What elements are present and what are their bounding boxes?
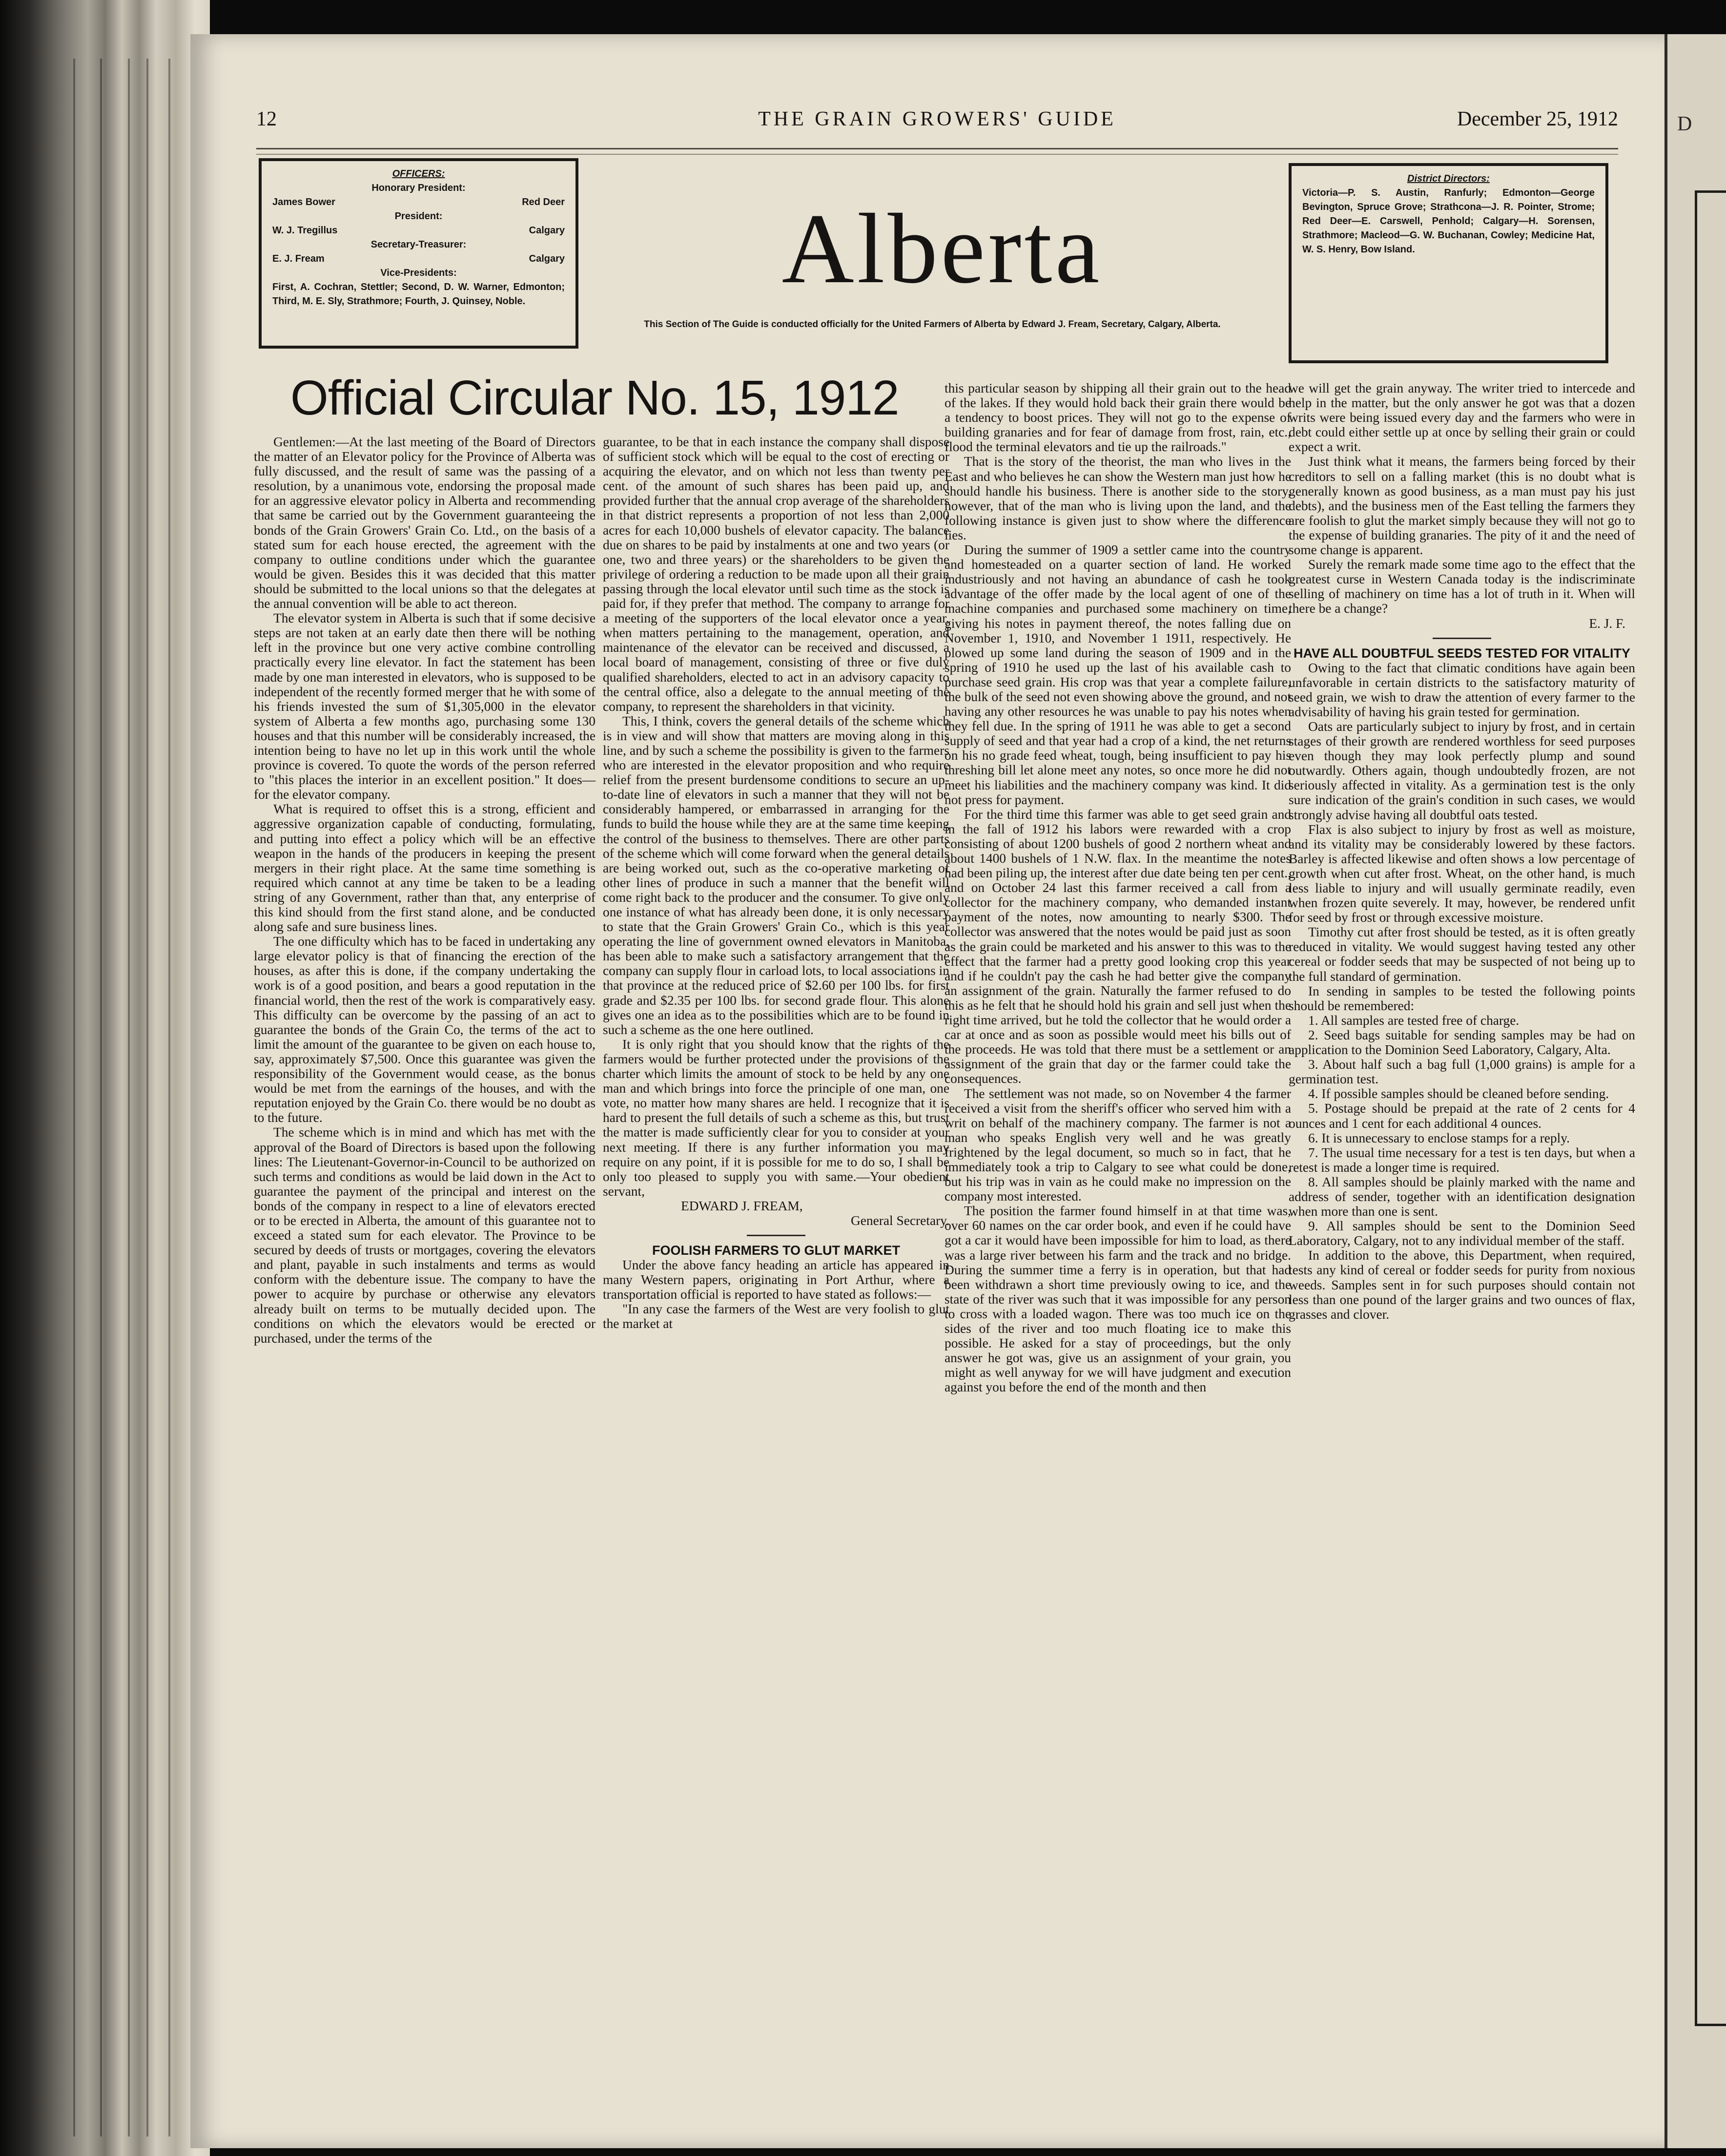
directors-text: Victoria—P. S. Austin, Ranfurly; Edmonton—George Bevington, Spruce Grove; Strathcona—J. R. Pointer, Strome; Red Deer—E. Carswell, Penhold; Calgary—H. Sorensen, Strathmore; Macleod—G. W. Buchanan, Cowley; Medicine Hat, W. S. Henry, Bow Island. (1302, 187, 1595, 255)
column-1 (254, 435, 596, 2036)
section-divider (1433, 638, 1491, 639)
article-paragraph: Flax is also subject to injury by frost as well as moisture, and its vitality may be considerably lowered by these factors. Barley is affected likewise and often shows a low percentage of growth when cut after frost. Wheat, on the other hand, is much less liable to injury and will usually germinate readily, even when frozen quite severely. It may, however, be rendered unfit for seed by frost or through excessive moisture. (1289, 822, 1635, 925)
article-paragraph: This, I think, covers the general details of the scheme which is in view and will show that matters are moving along in this line, and by such a scheme the possibility is given to the farmers who are interested in the elevator proposition and who require relief from the present burdensome conditions to secure an up-to-date line of elevators in such a manner that they will not be considerably hampered, or embarrassed in arranging for the funds to build the house while they are at the same time keeping the control of the business to themselves. There are other parts of the scheme which will come forward when the general details are being worked out, such as the co-operative marketing of other lines of produce in such a manner that the benefit will come right back to the producer and the consumer. To give only one instance of what has already been done, it is only necessary to state that the Grain Growers' Grain Co., which is this year operating the line of government owned elevators in Manitoba, has been able to make such a satisfactory arrangement that the company can supply flour in carload lots, to local associations in that province at the reduced price of $2.60 per 100 lbs. for first grade and $2.35 per 100 lbs. for second grade flour. This alone gives one an idea as to the possibilities which are to be found in such a scheme as the one here outlined. (603, 713, 949, 1037)
article-paragraph: The one difficulty which has to be faced in undertaking any large elevator policy is that of financing the erection of the houses, as after this is done, if the company undertaking the work is of a good position, and bears a good reputation in the financial world, then the rest of the work is comparatively easy. This difficulty can be overcome by the passing of an act to guarantee the bonds of the Grain Co, the terms of the act to limit the amount of the guarantee to be given on each house to, say, approximately $7,500. Once this guarantee was given the responsibility of the Government would cease, as the bonus would be met from the earnings of the houses, and with the reputation enjoyed by the Grain Co. there would be no doubt as to the future. (254, 934, 596, 1125)
column-2 (603, 435, 949, 2085)
officers-box (259, 158, 578, 349)
article-paragraph: That is the story of the theorist, the man who lives in the East and who believes he can show the Western man just how he should handle his business. There is another side to the story, however, that of the man who is living upon the land, and the following instance is given just to show where the difference lies. (945, 454, 1291, 542)
list-item: 1. All samples are tested free of charge. (1308, 1013, 1520, 1028)
article-paragraph: guarantee, to be that in each instance the company shall dispose of sufficient stock which will be equal to the cost of erecting or acquiring the elevator, and on which not less than twenty per cent. of the amount of such shares has been paid up, and provided further that the annual crop average of the shareholders in that district represents a proportion of not less than 2,000 acres for each 10,000 bushels of elevator capacity. The balance due on shares to be paid by instalments at one and two years (or one, two and three years) or the shareholders to be given the privilege of ordering a reduction to be made upon all their grain passing through the local elevator until such time as the stock is paid for, if they prefer that method. The company to arrange for a meeting of the supporters of the local elevator once a year, when matters pertaining to the management, operation, and maintenance of the elevator can be received and discussed, a local board of management, consisting of three or five duly qualified shareholders, elected to act in an advisory capacity to the central office, also a delegate to the annual meeting of the company, to represent the shareholders in that vicinity. (603, 435, 949, 714)
facing-page-box (1695, 190, 1726, 2026)
list-item: 3. About half such a bag full (1,000 grains) is ample for a germination test. (1289, 1057, 1635, 1087)
secretary-label: Secretary-Treasurer: (370, 239, 467, 250)
facing-page-edge (1664, 34, 1726, 2148)
directors-box (1289, 163, 1608, 363)
section-masthead: Alberta (781, 193, 1103, 304)
list-item: 2. Seed bags suitable for sending samples may be had on application to the Dominion Seed Laboratory, Calgary, Alta. (1289, 1027, 1635, 1057)
directors-heading: District Directors: (1407, 173, 1490, 184)
secretary-row (272, 252, 565, 266)
signature-name: EDWARD J. FREAM, (681, 1198, 803, 1213)
hon-president-place: Red Deer (522, 197, 565, 207)
article-paragraph: The scheme which is in mind and which has met with the approval of the Board of Directors is based upon the following lines: The Lieutenant-Governor-in-Council to be authorized on such terms and conditions as would be laid down in the Act to guarantee the payment of the principal and interest on the bonds of the company in respect to a line of elevators erected or to be erected in Alberta, the amount of this guarantee not to exceed a stated sum for each elevator. The Province to be secured by deeds of trusts or mortgages, covering the elevators and plant, payable in such instalments and terms as would conform with the debenture issue. The company to have the power to acquire by purchase or otherwise any elevators already built on terms to be mutually decided upon. The conditions on which the elevators would be erected or purchased, under the terms of the (254, 1125, 596, 1346)
seeds-heading: HAVE ALL DOUBTFUL SEEDS TESTED FOR VITALITY (1293, 645, 1631, 661)
article-paragraph: What is required to offset this is a strong, efficient and aggressive organization capable of conducting, formulating, and putting into effect a policy which will be an effective weapon in the hands of the producers in keeping the present mergers in their right place. At the same time something is required which cannot at any time be taken to be a leading string of any Government, rather than that, any enterprise of this kind should from the first stand alone, and be conducted along safe and sure business lines. (254, 802, 596, 934)
article-paragraph: The settlement was not made, so on November 4 the farmer received a visit from the sheriff's officer who served him with a writ on behalf of the machinery company. The farmer is not a man who speaks English very well and he was greatly frightened by the legal document, so much so in fact, that he immediately took a trip to Calgary to see what could be done, but his trip was in vain as he could make no impression on the company most interested. (945, 1086, 1291, 1204)
vice-presidents-text: First, A. Cochran, Stettler; Second, D. W. Warner, Edmonton; Third, M. E. Sly, Strathmore; Fourth, J. Quinsey, Noble. (272, 282, 565, 307)
article-paragraph: The position the farmer found himself in at that time was, over 60 names on the car order book, and even if he could have got a car it would have been impossible for him to load, as there was a large river between his farm and the track and no bridge. During the summer time a ferry is in operation, but that had been withdrawn a short time previously owing to ice, and the state of the river was such that it was impossible for any person to cross with a loaded wagon. There was too much ice on the sides of the river and too much floating ice to make this possible. He asked for a stay of proceedings, but the only answer he got was, give us an assignment of your grain, you might as well anyway for we will have judgment and execution against you before the end of the month and then (945, 1203, 1291, 1395)
page-number: 12 (256, 108, 277, 130)
newspaper-page (190, 34, 1664, 2148)
header-rule (256, 148, 1618, 149)
article-paragraph: The elevator system in Alberta is such that if some decisive steps are not taken at an early date then there will be nothing left in the province but one very active combine controlling practically every line elevator. In fact the statement has been made by one man interested in elevators, who is supposed to be independent of the recently formed merger that he with some of his friends invested the sum of $1,305,000 in the elevator system of Alberta a few months ago, purchasing some 130 houses and that this number will be considerably increased, the intention being to have no let up in this work until the whole province is covered. To quote the words of the person referred to "this places the interior in an excellent position." It does—for the elevator company. (254, 611, 596, 802)
article-paragraph: Surely the remark made some time ago to the effect that the greatest curse in Western Canada today is the indiscriminate selling of machinery on time has a lot of truth in it. When will there be a change? (1289, 557, 1635, 616)
book-binding (0, 0, 210, 2156)
president-place: Calgary (529, 225, 565, 236)
header-rule-thin (256, 154, 1618, 155)
article-paragraph: It is only right that you should know that the rights of the farmers would be further protected under the provisions of the charter which limits the amount of stock to be held by any one man and which brings into force the principle of one man, one vote, no matter how many shares are held. I recognize that it is hard to present the full details of such a scheme as this, but trust the matter is made sufficiently clear for you to consider at your next meeting. If there is any further information you may require on any point, if it is possible for me to do so, I shall be only too pleased to supply you with same.—Your obedient servant, (603, 1037, 949, 1199)
list-item: 8. All samples should be plainly marked with the name and address of sender, together with an identification designation when more than one is sent. (1289, 1174, 1635, 1219)
article-paragraph: we will get the grain anyway. The writer tried to intercede and help in the matter, but the only answer he got was that a dozen writs were being issued every day and the farmers who were in debt could either settle up at once by selling their grain or could expect a writ. (1289, 381, 1635, 455)
paper-title: THE GRAIN GROWERS' GUIDE (758, 108, 1116, 130)
president-name: W. J. Tregillus (272, 225, 338, 236)
officers-heading: OFFICERS: (392, 168, 445, 179)
list-item: 6. It is unnecessary to enclose stamps for a reply. (1308, 1130, 1570, 1145)
list-item: 5. Postage should be prepaid at the rate of 2 cents for 4 ounces and 1 cent for each additional 4 ounces. (1289, 1101, 1635, 1131)
president-row (272, 224, 565, 238)
foolish-farmers-heading: FOOLISH FARMERS TO GLUT MARKET (652, 1243, 900, 1258)
running-header (256, 107, 1618, 146)
facing-page-letter: D (1677, 113, 1692, 135)
article-paragraph: During the summer of 1909 a settler came into the country and homesteaded on a quarter section of land. He worked industriously and not having an abundance of cash he took advantage of the offer made by the local agent of one of the machine companies and purchased some machinery on time, giving his notes in payment thereof, the notes falling due on November 1, 1910, and November 1 1911, respectively. He plowed up some land during the season of 1909 and in the spring of 1910 he used up the last of his available cash to purchase seed grain. His crop was that year a complete failure, the bulk of the seed not even showing above the ground, and not having any other resources he was unable to pay his notes when they fell due. In the spring of 1911 he was able to get a second supply of seed and that year had a crop of a kind, the net returns on his no grade feed wheat, tough, being insufficient to pay his threshing bill let alone meet any notes, so once more he did not meet his liabilities and the machinery company was kind. It did not press for payment. (945, 542, 1291, 807)
hon-president-label: Honorary President: (371, 183, 466, 193)
article-paragraph: Timothy cut after frost should be tested, as it is often greatly reduced in vitality. We would suggest having tested any other cereal or fodder seeds that may be suspected of not being up to the full standard of germination. (1289, 925, 1635, 984)
article-paragraph: In sending in samples to be tested the following points should be remembered: (1289, 983, 1635, 1013)
list-item: 7. The usual time necessary for a test is ten days, but when a retest is made a longer time is required. (1289, 1145, 1635, 1175)
masthead-subline: This Section of The Guide is conducted officially for the United Farmers of Alberta by Edward J. Fream, Secretary, Calgary, Alberta. (644, 319, 1221, 330)
signature-title: General Secretary. (850, 1213, 949, 1228)
article-paragraph: "In any case the farmers of the West are very foolish to glut the market at (603, 1302, 949, 1331)
article-paragraph: For the third time this farmer was able to get seed grain and in the fall of 1912 his labors were rewarded with a crop consisting of about 1200 bushels of good 2 northern wheat and about 1400 bushels of 1 N.W. flax. In the meantime the notes had been piling up, the interest after due date being ten per cent., and on October 24 last this farmer received a call from a collector for the machinery company, who demanded instant payment of the notes, now amounting to nearly $300. The collector was answered that the notes would be paid just as soon as the grain could be marketed and his answer to this was to the effect that the farmer had a pretty good looking crop this year and if he couldn't pay the cash he had better give the company an assignment of the grain. Naturally the farmer refused to do this as he felt that he should hold his grain and sell just when the right time arrived, but he told the collector that he would order a car at once and as soon as possible would meet his bills out of the proceeds. He was told that there must be a settlement or an assignment of the grain that day or the farmer could take the consequences. (945, 807, 1291, 1086)
secretary-name: E. J. Fream (272, 253, 325, 264)
vice-presidents-label: Vice-Presidents: (380, 268, 457, 278)
article-paragraph: In addition to the above, this Department, when required, tests any kind of cereal or fodder seeds for purity from noxious weeds. Samples sent in for such purposes should contain not less than one pound of the larger grains and two ounces of flax, grasses and clover. (1289, 1248, 1635, 1322)
issue-date: December 25, 1912 (1457, 108, 1618, 130)
article-paragraph: Gentlemen:—At the last meeting of the Board of Directors the matter of an Elevator policy for the Province of Alberta was fully discussed, and the result of same was the passing of a resolution, by a unanimous vote, endorsing the proposal made for an aggressive elevator policy in Alberta and recommending that same be carried out by the Government guaranteeing the bonds of the Grain Growers' Grain Co. Ltd., on the basis of a stated sum for each house erected, the agreement with the company to outline conditions under which the guarantee would be given. Besides this it was decided that this matter should be submitted to the local unions so that the delegates at the annual convention will be able to act thereon. (254, 435, 596, 611)
president-label: President: (394, 211, 443, 222)
hon-president-row (272, 195, 565, 209)
section-divider (747, 1235, 805, 1236)
secretary-place: Calgary (529, 253, 565, 264)
author-initials: E. J. F. (1589, 616, 1625, 631)
column-3 (945, 381, 1291, 2114)
list-item: 4. If possible samples should be cleaned before sending. (1308, 1086, 1609, 1101)
list-item: 9. All samples should be sent to the Dominion Seed Laboratory, Calgary, not to any individual member of the staff. (1289, 1219, 1635, 1248)
article-paragraph: Just think what it means, the farmers being forced by their creditors to sell on a falling market (this is no doubt what is generally known as good business, as a man must pay his just debts), and the business men of the East telling the farmers they are foolish to glut the market simply because they will not go to the expense of building granaries. The pity of it and the need of some change is apparent. (1289, 454, 1635, 558)
article-paragraph: Owing to the fact that climatic conditions have again been unfavorable in certain districts to the satisfactory maturity of seed grain, we wish to draw the attention of every farmer to the advisability of having his grain tested for germination. (1289, 660, 1635, 719)
column-4 (1289, 381, 1635, 2075)
circular-headline: Official Circular No. 15, 1912 (290, 371, 899, 425)
article-paragraph: Under the above fancy heading an article has appeared in many Western papers, originating in Port Arthur, where a transportation official is reported to have stated as follows:— (603, 1258, 949, 1302)
article-paragraph: Oats are particularly subject to injury by frost, and in certain stages of their growth are rendered worthless for seed purposes even though they may look perfectly plump and sound outwardly. Others again, though undoubtedly frozen, are not seriously affected in vitality. As a germination test is the only sure indication of the grain's condition in such cases, we would strongly advise having all doubtful oats tested. (1289, 719, 1635, 822)
hon-president-name: James Bower (272, 197, 335, 207)
article-paragraph: this particular season by shipping all their grain out to the head of the lakes. If they would hold back their grain there would be a tendency to boost prices. They will not go to the expense of building granaries and for fear of damage from frost, rain, etc., flood the terminal elevators and tie up the railroads." (945, 381, 1291, 455)
